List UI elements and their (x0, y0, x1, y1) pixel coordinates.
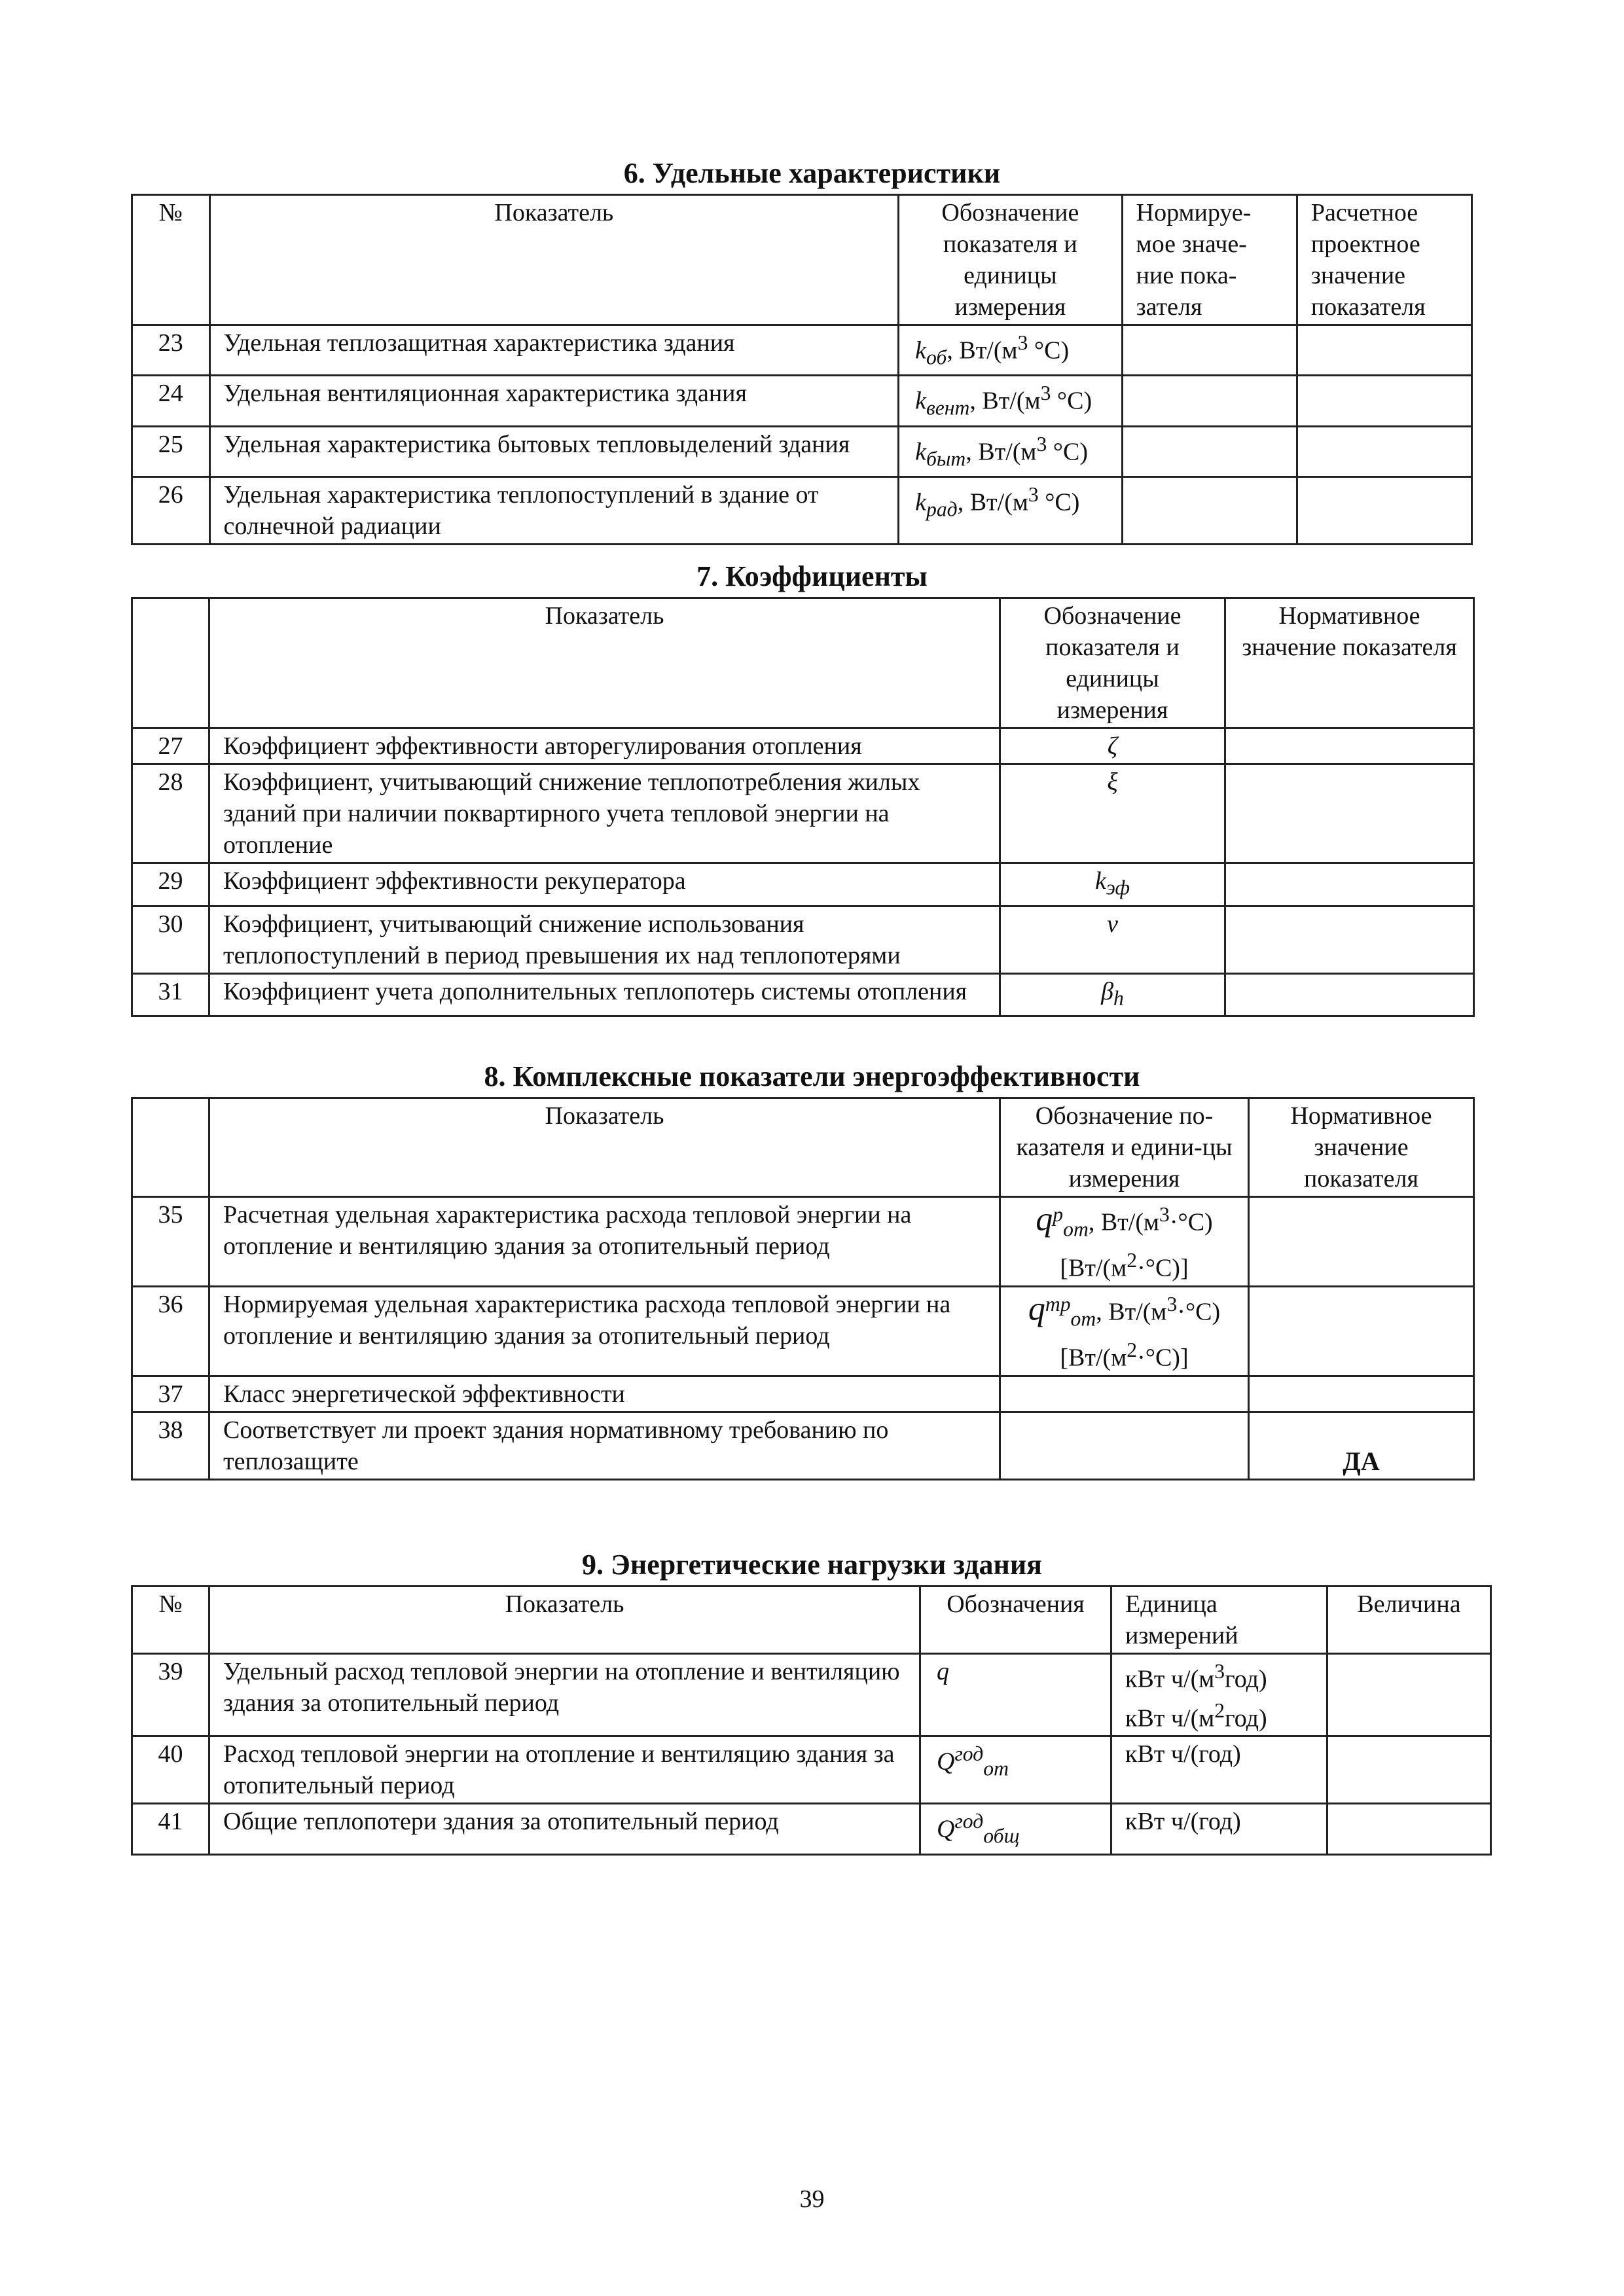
row-calculated-value (1297, 426, 1471, 476)
row-calculated-value (1297, 476, 1471, 544)
row-unit: кВт ч/(год) (1111, 1804, 1327, 1854)
row-num: 24 (132, 376, 210, 426)
row-value (1327, 1654, 1491, 1736)
table-row (132, 863, 1474, 906)
col-header-indicator: Показатель (209, 1587, 920, 1654)
col-header-normative: Нормативное значение показателя (1225, 598, 1474, 728)
col-header-indicator: Показатель (209, 598, 1000, 728)
table-coefficients (131, 597, 1475, 1017)
row-text: Коэффициент эффективности рекуператора (209, 863, 1000, 906)
table-row (132, 1654, 1491, 1736)
row-text: Удельная теплозащитная характеристика здания (209, 325, 899, 376)
row-text: Расчетная удельная характеристика расхода тепловой энергии на отопление и вентиляцию здания за отопительный период (209, 1197, 1000, 1287)
page-number: 39 (799, 2185, 825, 2213)
row-text: Нормируемая удельная характеристика расхода тепловой энергии на отопление и вентиляцию здания за отопительный период (209, 1286, 1000, 1376)
col-header-calculated: Расчетное проектное значение показателя (1297, 195, 1471, 325)
row-normative-value (1249, 1376, 1474, 1412)
row-symbol (1000, 1376, 1249, 1412)
row-num: 36 (132, 1286, 209, 1376)
table-row (132, 1804, 1491, 1854)
row-normative-value (1225, 863, 1474, 906)
row-text: Удельная вентиляционная характеристика здания (209, 376, 899, 426)
row-text: Соответствует ли проект здания нормативному требованию по теплозащите (209, 1412, 1000, 1479)
col-header-num (132, 1098, 209, 1197)
row-text: Коэффициент, учитывающий снижение теплопотребления жилых зданий при наличии поквартирного учета тепловой энергии на отопление (209, 764, 1000, 863)
row-normative-value (1122, 426, 1297, 476)
row-num: 30 (132, 906, 209, 973)
col-header-symbol: Обозначения (920, 1587, 1111, 1654)
table-row (132, 325, 1472, 376)
table-row (132, 764, 1474, 863)
col-header-num (132, 598, 209, 728)
row-normative-value (1225, 728, 1474, 764)
table-row (132, 973, 1474, 1016)
row-symbol: $k_{об}$, $Вт/(м^3$ °С) (899, 325, 1123, 376)
col-header-symbol: Обозначение показателя и единицы измерения (899, 195, 1123, 325)
row-symbol (1000, 1412, 1249, 1479)
row-text: Удельная характеристика теплопоступлений в здание от солнечной радиации (209, 476, 899, 544)
row-unit: кВт $ч/(м^3год)$ кВт $ч/(м^2год)$ (1111, 1654, 1327, 1736)
row-normative-value (1249, 1197, 1474, 1287)
row-num: 38 (132, 1412, 209, 1479)
row-text: Общие теплопотери здания за отопительный период (209, 1804, 920, 1854)
row-num: 26 (132, 476, 210, 544)
row-normative-value (1122, 325, 1297, 376)
row-symbol: $Q^{год}_{общ}$ (920, 1804, 1111, 1854)
row-symbol: $k_{вент}$, $Вт/(м^3$ °С) (899, 376, 1123, 426)
table-header-row (132, 1098, 1474, 1197)
row-value (1327, 1804, 1491, 1854)
row-unit: кВт ч/(год) (1111, 1736, 1327, 1804)
col-header-num: № (132, 1587, 209, 1654)
row-calculated-value (1297, 325, 1471, 376)
row-normative-value (1122, 376, 1297, 426)
row-text: Коэффициент, учитывающий снижение использования теплопоступлений в период превышения их над теплопотерями (209, 906, 1000, 973)
row-num: 28 (132, 764, 209, 863)
row-text: Удельная характеристика бытовых тепловыделений здания (209, 426, 899, 476)
table-row (132, 1736, 1491, 1804)
row-symbol: ζ (1000, 728, 1225, 764)
table-header-row (132, 195, 1472, 325)
row-symbol: $k_{рад}$, $Вт/(м^3$ °С) (899, 476, 1123, 544)
row-symbol: $q^р_{от}$, $Вт/(м^3\cdot^\circ С)$ $[Вт/(м^2\cdot^\circ С)]$ (1000, 1197, 1249, 1287)
row-symbol: ν (1000, 906, 1225, 973)
table-header-row (132, 1587, 1491, 1654)
row-normative-value (1225, 973, 1474, 1016)
table-row (132, 1412, 1474, 1479)
row-num: 35 (132, 1197, 209, 1287)
table-row (132, 1376, 1474, 1412)
row-normative-value (1225, 764, 1474, 863)
row-text: Коэффициент эффективности авторегулирования отопления (209, 728, 1000, 764)
col-header-symbol: Обозначение показателя и единицы измерения (1000, 598, 1225, 728)
row-num: 37 (132, 1376, 209, 1412)
row-normative-value (1225, 906, 1474, 973)
table-row (132, 906, 1474, 973)
col-header-unit: Единица измерений (1111, 1587, 1327, 1654)
row-normative-value (1249, 1286, 1474, 1376)
row-value (1327, 1736, 1491, 1804)
section-9-title: 9. Энергетические нагрузки здания (582, 1549, 1042, 1581)
section-8-title: 8. Комплексные показатели энергоэффективности (484, 1060, 1140, 1092)
row-num: 29 (132, 863, 209, 906)
row-symbol: q (920, 1654, 1111, 1736)
table-row (132, 476, 1472, 544)
row-num: 23 (132, 325, 210, 376)
row-text: Удельный расход тепловой энергии на отопление и вентиляцию здания за отопительный период (209, 1654, 920, 1736)
section-6-title: 6. Удельные характеристики (623, 157, 1001, 189)
row-num: 40 (132, 1736, 209, 1804)
row-num: 27 (132, 728, 209, 764)
col-header-value: Величина (1327, 1587, 1491, 1654)
col-header-symbol: Обозначение по-казателя и едини-цы измерения (1000, 1098, 1249, 1197)
table-header-row (132, 598, 1474, 728)
section-7-title: 7. Коэффициенты (696, 560, 928, 592)
row-symbol: ξ (1000, 764, 1225, 863)
row-symbol: $k_{эф}$ (1000, 863, 1225, 906)
compliance-value: ДА (1249, 1412, 1474, 1479)
row-symbol: $\beta_h$ (1000, 973, 1225, 1016)
row-num: 31 (132, 973, 209, 1016)
row-num: 25 (132, 426, 210, 476)
table-row (132, 426, 1472, 476)
row-num: 39 (132, 1654, 209, 1736)
row-symbol: $Q^{год}_{от}$ (920, 1736, 1111, 1804)
col-header-normative: Нормируе-мое значе-ние пока-зателя (1122, 195, 1297, 325)
row-normative-value (1122, 476, 1297, 544)
table-row (132, 1286, 1474, 1376)
row-symbol: $k_{быт}$, $Вт/(м^3$ °С) (899, 426, 1123, 476)
table-energy-efficiency (131, 1097, 1475, 1480)
table-energy-loads (131, 1585, 1492, 1856)
col-header-num: № (132, 195, 210, 325)
table-row (132, 728, 1474, 764)
table-specific-characteristics (131, 194, 1473, 545)
row-text: Коэффициент учета дополнительных теплопотерь системы отопления (209, 973, 1000, 1016)
table-row (132, 1197, 1474, 1287)
row-symbol: $q^{тр}_{от}$, $Вт/(м^3\cdot^\circ С)$ $[Вт/(м^2\cdot^\circ С)]$ (1000, 1286, 1249, 1376)
row-num: 41 (132, 1804, 209, 1854)
col-header-indicator: Показатель (209, 195, 899, 325)
col-header-indicator: Показатель (209, 1098, 1000, 1197)
row-calculated-value (1297, 376, 1471, 426)
row-text: Класс энергетической эффективности (209, 1376, 1000, 1412)
row-text: Расход тепловой энергии на отопление и вентиляцию здания за отопительный период (209, 1736, 920, 1804)
col-header-normative: Нормативное значение показателя (1249, 1098, 1474, 1197)
table-row (132, 376, 1472, 426)
